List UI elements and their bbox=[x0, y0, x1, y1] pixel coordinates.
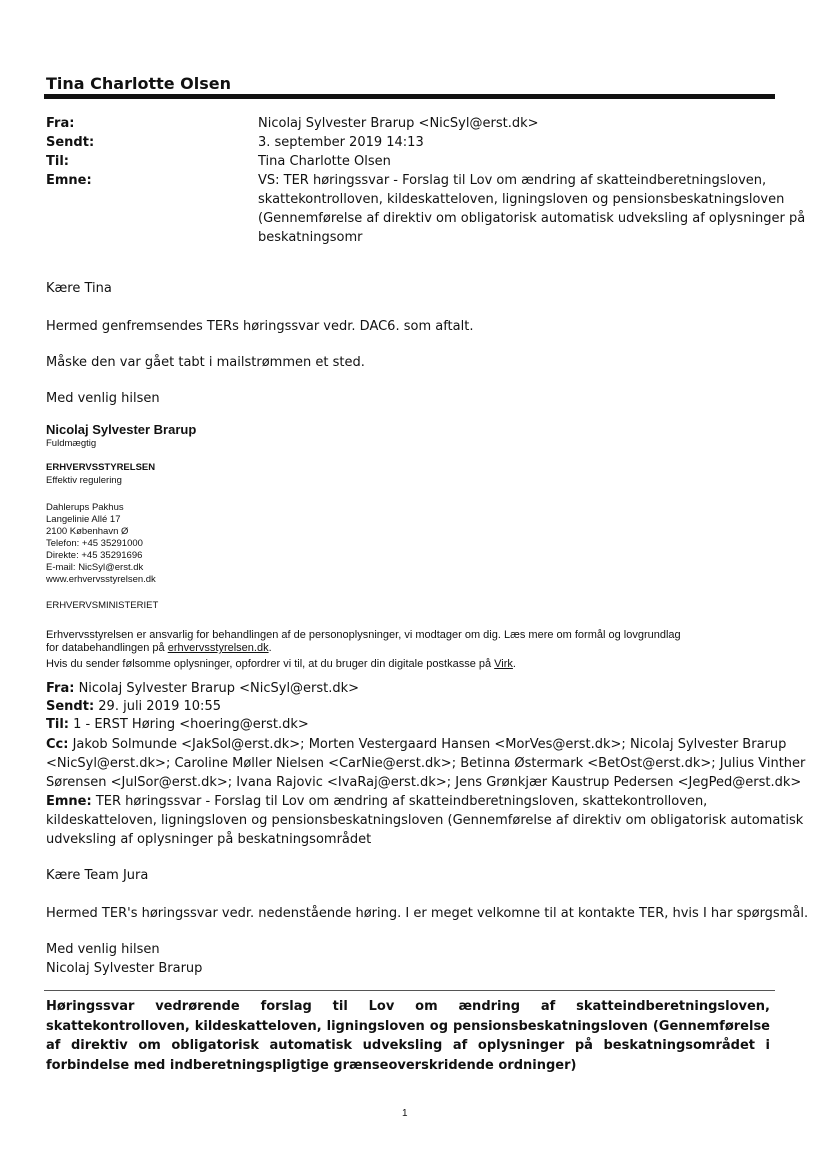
signature-name: Nicolaj Sylvester Brarup bbox=[46, 422, 197, 437]
subject-line: skattekontrolloven, kildeskatteloven, ligningsloven og pensionsbeskatningsloven bbox=[258, 192, 785, 207]
mailbox-owner-name: Tina Charlotte Olsen bbox=[46, 74, 232, 93]
subject-line: VS: TER høringssvar - Forslag til Lov om ændring af skatteindberetningsloven, bbox=[258, 173, 767, 188]
to-label: Til: bbox=[46, 154, 69, 169]
closing: Med venlig hilsen bbox=[46, 391, 160, 406]
fwd-cc-line: <NicSyl@erst.dk>; Caroline Møller Nielsen <CarNie@erst.dk>; Betinna Østermark <BetOst@erst.dk>; Julius Vinther bbox=[46, 756, 806, 771]
subject-line: beskatningsomr bbox=[258, 230, 363, 245]
fwd-cc-label: Cc: bbox=[46, 737, 69, 752]
fwd-sent-value: 29. juli 2019 10:55 bbox=[94, 699, 221, 714]
direct-phone-line: Direkte: +45 35291696 bbox=[46, 550, 143, 561]
subject-label: Emne: bbox=[46, 173, 92, 188]
body-paragraph: Måske den var gået tabt i mailstrømmen et sted. bbox=[46, 355, 365, 370]
notice-period: . bbox=[512, 658, 516, 670]
email-line: E-mail: NicSyl@erst.dk bbox=[46, 562, 144, 573]
body-paragraph: Hermed genfremsendes TERs høringssvar vedr. DAC6. som aftalt. bbox=[46, 319, 474, 334]
address-line: Dahlerups Pakhus bbox=[46, 502, 124, 513]
page-number: 1 bbox=[402, 1108, 408, 1119]
virk-link[interactable]: Virk bbox=[494, 658, 513, 670]
from-label: Fra: bbox=[46, 116, 75, 131]
fwd-to-line bbox=[46, 717, 309, 732]
subject-line: (Gennemførelse af direktiv om obligatorisk automatisk udveksling af oplysninger på bbox=[258, 211, 806, 226]
signature-dept: Effektiv regulering bbox=[46, 475, 122, 486]
fwd-from-value: Nicolaj Sylvester Brarup <NicSyl@erst.dk> bbox=[74, 681, 360, 696]
fwd-subject-line: udveksling af oplysninger på beskatningsområdet bbox=[46, 832, 372, 847]
fwd-subject-value: TER høringssvar - Forslag til Lov om ændring af skatteindberetningsloven, skattekontrolloven, bbox=[91, 794, 708, 809]
fwd-sent-line bbox=[46, 699, 221, 714]
fwd-cc-value: Jakob Solmunde <JakSol@erst.dk>; Morten Vestergaard Hansen <MorVes@erst.dk>; Nicolaj Sylvester Brarup bbox=[68, 737, 787, 752]
attachment-divider bbox=[44, 990, 775, 991]
phone-line: Telefon: +45 35291000 bbox=[46, 538, 143, 549]
sent-value: 3. september 2019 14:13 bbox=[258, 135, 424, 150]
fwd-to-label: Til: bbox=[46, 717, 69, 732]
to-value: Tina Charlotte Olsen bbox=[258, 154, 391, 169]
privacy-disclaimer: Erhvervsstyrelsen er ansvarlig for behandlingen af de personoplysninger, vi modtager om dig. Læs mere om formål og lovgrundlag bbox=[46, 629, 681, 641]
fwd-body-paragraph: Hermed TER's høringssvar vedr. nedenstående høring. I er meget velkomne til at kontakte TER, hvis I har spørgsmål. bbox=[46, 906, 809, 921]
sent-label: Sendt: bbox=[46, 135, 95, 150]
from-value: Nicolaj Sylvester Brarup <NicSyl@erst.dk> bbox=[258, 116, 539, 131]
fwd-subject-line: kildeskatteloven, ligningsloven og pensionsbeskatningsloven (Gennemførelse af direktiv om obligatorisk automatisk bbox=[46, 813, 804, 828]
erhvervsstyrelsen-link[interactable]: erhvervsstyrelsen.dk bbox=[167, 642, 269, 654]
signature-title: Fuldmægtig bbox=[46, 438, 97, 449]
signature-org: ERHVERVSSTYRELSEN bbox=[46, 462, 156, 473]
header-rule bbox=[44, 94, 775, 99]
fwd-greeting: Kære Team Jura bbox=[46, 868, 149, 883]
fwd-cc-line bbox=[46, 737, 786, 752]
fwd-subject-line bbox=[46, 794, 707, 809]
fwd-to-value: 1 - ERST Høring <hoering@erst.dk> bbox=[68, 717, 309, 732]
disclaimer-period: . bbox=[268, 642, 272, 654]
website-line: www.erhvervsstyrelsen.dk bbox=[46, 574, 156, 585]
attached-document-title: Høringssvar vedrørende forslag til Lov om ændring af skatteindberetningsloven, skattekontrolloven, kildeskatteloven, ligningsloven og pensionsbeskatningsloven (Gennemførelse af direktiv om obligatorisk automatisk udveksling af oplysninger på beskatningsområdet i forbindelse med indberetningspligtige grænseoverskridende ordninger) bbox=[46, 999, 770, 1073]
disclaimer-text: for databehandlingen på bbox=[46, 642, 168, 654]
notice-text: Hvis du sender følsomme oplysninger, opfordrer vi til, at du bruger din digitale postkasse på bbox=[46, 658, 495, 670]
fwd-from-label: Fra: bbox=[46, 681, 75, 696]
fwd-sent-label: Sendt: bbox=[46, 699, 95, 714]
fwd-sender-name: Nicolaj Sylvester Brarup bbox=[46, 961, 203, 976]
fwd-cc-line: Sørensen <JulSor@erst.dk>; Ivana Rajovic <IvaRaj@erst.dk>; Jens Grønkjær Kaustrup Pedersen <JegPed@erst.dk> bbox=[46, 775, 802, 790]
ministry-name: ERHVERVSMINISTERIET bbox=[46, 600, 159, 611]
privacy-disclaimer-cont bbox=[46, 642, 272, 654]
address-line: 2100 København Ø bbox=[46, 526, 129, 537]
fwd-subject-label: Emne: bbox=[46, 794, 92, 809]
greeting: Kære Tina bbox=[46, 281, 112, 296]
sensitive-data-notice bbox=[46, 658, 516, 670]
fwd-from-line bbox=[46, 681, 359, 696]
fwd-closing: Med venlig hilsen bbox=[46, 942, 160, 957]
address-line: Langelinie Allé 17 bbox=[46, 514, 121, 525]
